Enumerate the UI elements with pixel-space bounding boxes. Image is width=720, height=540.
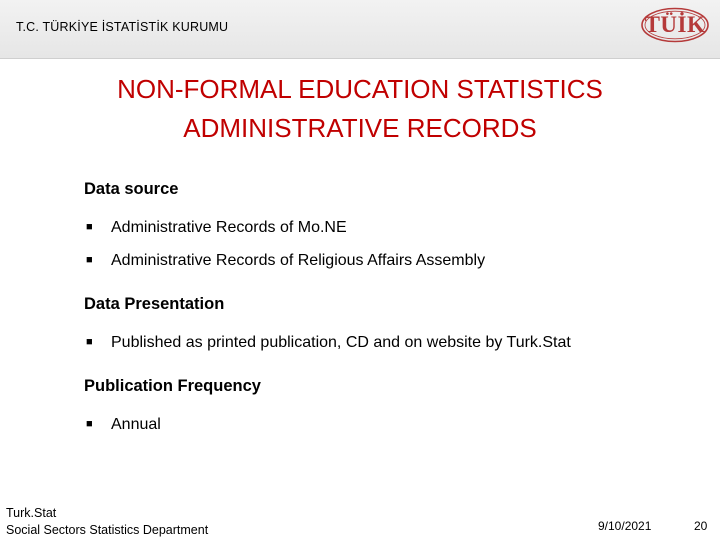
square-bullet-icon: ■ bbox=[86, 418, 93, 430]
section-heading-data-source: Data source bbox=[84, 180, 179, 198]
organization-name: T.C. TÜRKİYE İSTATİSTİK KURUMU bbox=[16, 20, 229, 34]
bullet-text: Administrative Records of Mo.NE bbox=[111, 219, 347, 236]
section-heading-publication-frequency: Publication Frequency bbox=[84, 377, 261, 395]
footer-date: 9/10/2021 bbox=[598, 519, 652, 533]
slide-title bbox=[40, 70, 680, 148]
section-heading-data-presentation: Data Presentation bbox=[84, 295, 225, 313]
page-number: 20 bbox=[694, 519, 708, 533]
list-item bbox=[86, 252, 485, 270]
logo-text: TÜİK bbox=[644, 12, 706, 37]
title-line-2: ADMINISTRATIVE RECORDS bbox=[183, 113, 537, 143]
footer-department: Social Sectors Statistics Department bbox=[6, 523, 209, 537]
tuik-logo bbox=[640, 6, 710, 44]
header-divider bbox=[0, 58, 720, 59]
bullet-text: Annual bbox=[111, 416, 161, 433]
title-line-1: NON-FORMAL EDUCATION STATISTICS bbox=[117, 74, 603, 104]
square-bullet-icon: ■ bbox=[86, 254, 93, 266]
square-bullet-icon: ■ bbox=[86, 221, 93, 233]
bullet-text: Published as printed publication, CD and on website by Turk.Stat bbox=[111, 334, 571, 351]
list-item bbox=[86, 416, 161, 434]
list-item bbox=[86, 334, 571, 352]
square-bullet-icon: ■ bbox=[86, 336, 93, 348]
slide-header bbox=[0, 0, 720, 58]
footer-organization: Turk.Stat bbox=[6, 506, 57, 520]
list-item bbox=[86, 219, 347, 237]
bullet-text: Administrative Records of Religious Affairs Assembly bbox=[111, 252, 486, 269]
